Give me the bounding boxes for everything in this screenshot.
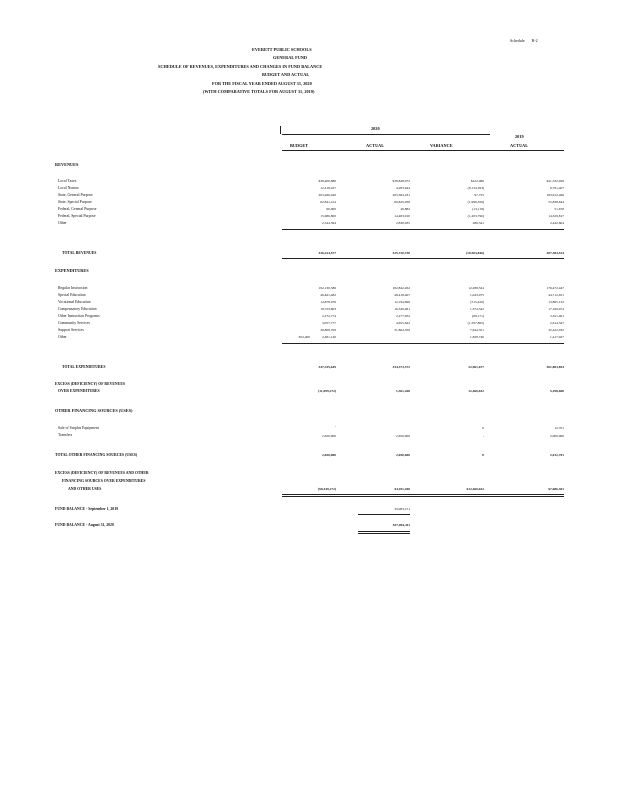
total-other-sources-actual: 2,650,000: [396, 453, 410, 457]
title-line-5: FOR THE FISCAL YEAR ENDED AUGUST 31, 2020: [212, 81, 312, 86]
schedule-label: [510, 38, 538, 43]
excess-actual: 1,361,268: [396, 389, 410, 393]
total-revenues-variance: (10,503,846): [465, 251, 484, 255]
col-budget: BUDGET: [290, 143, 309, 148]
row-budget: 18,723,603: [320, 307, 336, 311]
total-revenues-label: TOTAL REVENUES: [62, 251, 97, 255]
excess-variance: 12,460,632: [468, 389, 484, 393]
title-line-4: BUDGET AND ACTUAL: [262, 72, 310, 77]
row-variance: (13,118): [472, 207, 484, 211]
text-cursor: [280, 126, 281, 134]
row-prior: 2,000,000: [550, 434, 564, 438]
row-variance: 286,341: [472, 221, 484, 225]
row-prior: 17,169,974: [548, 307, 564, 311]
excess-label-1: EXCESS (DEFICIENCY) OF REVENUES: [55, 382, 126, 386]
row-actual: 182,842,262: [392, 286, 410, 290]
row-actual: 60,845,058: [394, 200, 410, 204]
schedule-code: B-2: [531, 38, 538, 43]
total-other-sources-variance: 0: [482, 453, 484, 457]
row-variance: -: [482, 434, 484, 438]
total-expenditures-variance: 22,961,677: [468, 365, 484, 369]
total-revenues-prior: 307,384,524: [546, 251, 564, 255]
row-label: Support Services: [58, 328, 84, 332]
excess-total-actual: $4,011,260: [394, 487, 410, 491]
total-expenditures-prior: 301,003,854: [546, 365, 564, 369]
fund-balance-aug-actual: $37,094,411: [392, 523, 410, 527]
row-actual: 48,418,407: [394, 293, 410, 297]
title-line-6: (WITH COMPARATIVE TOTALS FOR AUGUST 31, 2019): [203, 89, 315, 94]
col-variance: VARIANCE: [430, 143, 453, 148]
year-rule: [282, 134, 490, 135]
total-revenues-actual: 325,720,730: [392, 251, 410, 255]
col-actual: ACTUAL: [366, 143, 385, 148]
row-prior: $41,332,928: [546, 179, 564, 183]
row-prior: 2,811,461: [550, 314, 564, 318]
row-label: Community Services: [58, 321, 90, 325]
row-label: Federal, Special Purpose: [58, 214, 96, 218]
title-line-1: EVERETT PUBLIC SCHOOLS: [252, 47, 312, 52]
total-other-sources-label: TOTAL OTHER FINANCING SOURCES (USES): [55, 453, 138, 457]
row-prior: 44,712,651: [548, 293, 564, 297]
excess-total-variance: $12,460,632: [466, 487, 484, 491]
row-prior: 13,865,132: [548, 300, 564, 304]
row-label: Local Taxes: [58, 179, 77, 183]
row-budget: 62,841,414: [320, 200, 336, 204]
expenditures-heading: EXPENDITURES: [55, 268, 89, 273]
total-expenditures-actual: 334,373,372: [392, 365, 410, 369]
row-actual: 14,483,010: [394, 214, 410, 218]
row-prior: 32,422,032: [548, 328, 564, 332]
fund-balance-sep-label: FUND BALANCE - September 1, 2019: [55, 507, 118, 511]
row-actual: 4,283,944: [396, 186, 410, 190]
row-prior: 2,442,604: [550, 221, 564, 225]
title-line-3: SCHEDULE OF REVENUES, EXPENDITURES AND CHANGES IN FUND BALANCE: [158, 64, 323, 69]
row-budget: -: [334, 424, 336, 428]
row-actual: 46,882: [400, 207, 410, 211]
row-variance: (515,420): [470, 300, 484, 304]
total-other-sources-prior: 2,012,701: [550, 453, 564, 457]
total-expenditures-budget: 347,335,649: [318, 365, 336, 369]
row-budget: 60,000: [326, 207, 336, 211]
row-budget: 192,130,586: [318, 286, 336, 290]
row-actual: 2,650,000: [396, 434, 410, 438]
total-expenditures-label: TOTAL EXPENDITURES: [62, 365, 106, 369]
excess-total-prior: $7,686,301: [548, 487, 564, 491]
row-variance: (1,996,356): [467, 200, 484, 204]
row-variance: (8,134,393): [467, 186, 484, 190]
total-other-sources-budget: 2,650,000: [322, 453, 336, 457]
row-budget: 12,418,457: [320, 186, 336, 190]
row-label: Other: [58, 221, 67, 225]
row-label: Other: [58, 335, 67, 339]
row-variance: 0: [482, 426, 484, 430]
row-budget: 2,544,594: [322, 221, 336, 225]
row-label: Special Education: [58, 293, 86, 297]
row-budget: 14,878,976: [320, 300, 336, 304]
row-budget: 2,650,000: [322, 434, 336, 438]
expenditure-subtotal-rule: [282, 343, 564, 344]
row-budget: 49,461,482: [320, 293, 336, 297]
total-revenues-rule: [282, 258, 564, 259]
row-budget: 203,266,426: [318, 193, 336, 197]
row-actual: $38,828,972: [392, 179, 410, 183]
revenue-subtotal-rule: [282, 229, 564, 230]
fund-balance-sep-rule: [358, 514, 410, 515]
row-prior: 14,329,817: [548, 214, 564, 218]
col-prior-actual: ACTUAL: [510, 143, 529, 148]
row-budget: 2,481,140: [322, 335, 336, 339]
row-variance: 1,043,075: [470, 293, 484, 297]
fund-balance-aug-double-rule: [358, 533, 410, 534]
schedule-word: Schedule: [510, 38, 525, 43]
row-actual: 31,864,359: [394, 328, 410, 332]
row-variance: 7,944,351: [470, 328, 484, 332]
header-rule: [282, 150, 564, 151]
other-sources-heading: OTHER FINANCING SOURCES (USES): [55, 408, 133, 413]
excess-total-budget: ($8,449,272): [317, 487, 336, 491]
row-prior: 6,791,407: [550, 186, 564, 190]
row-label: State, General Purpose: [58, 193, 93, 197]
title-line-2: GENERAL FUND: [273, 55, 308, 60]
fund-balance-sep-actual: 33,083,151: [394, 507, 410, 511]
total-revenues-budget: 336,224,577: [318, 251, 336, 255]
row-actual: 4,655,642: [396, 321, 410, 325]
row-label: Compensatory Education: [58, 307, 97, 311]
row-label: Sale of Surplus Equipment: [58, 426, 99, 430]
row-label: State, Special Purpose: [58, 200, 92, 204]
row-actual: 12,194,696: [394, 300, 410, 304]
row-prior: 55,838,644: [548, 200, 564, 204]
row-prior: 1,417,927: [550, 335, 564, 339]
row-prior: 2,614,347: [550, 321, 564, 325]
row-budget: 3,057,777: [322, 321, 336, 325]
row-variance: (68,171): [472, 314, 484, 318]
excess-total-rule: [282, 494, 564, 495]
excess-total-label-2: FINANCING SOURCES OVER EXPENDITURES: [62, 479, 146, 483]
fund-balance-aug-label: FUND BALANCE - August 31, 2020: [55, 523, 114, 527]
row-label: Regular Instruction: [58, 286, 88, 290]
row-variance: 1,828,740: [470, 335, 484, 339]
fund-balance-aug-rule: [358, 531, 410, 532]
row-budget: 2,272,774: [322, 314, 336, 318]
row-variance: $422,086: [470, 179, 484, 183]
row-actual: 2,830,935: [396, 221, 410, 225]
row-variance: (1,597,865): [467, 321, 484, 325]
excess-total-double-rule: [282, 496, 564, 497]
excess-total-label-3: AND OTHER USES: [68, 487, 102, 491]
row-actual: 2,277,052: [396, 314, 410, 318]
excess-total-label-1: EXCESS (DEFICIENCY) OF REVENUES AND OTHER: [55, 471, 149, 475]
row-variance: 97,755: [474, 193, 484, 197]
row-label: Local Nontax: [58, 186, 79, 190]
row-budget: 15,686,800: [320, 214, 336, 218]
year-current: 2020: [371, 126, 380, 131]
excess-budget: (11,099,272): [318, 389, 336, 393]
row-label: Transfers: [58, 433, 73, 437]
row-actual: 203,364,181: [392, 193, 410, 197]
year-prior: 2019: [515, 134, 524, 139]
row-prior: 51,676: [554, 207, 564, 211]
row-variance: 12,288,324: [468, 286, 484, 290]
row-prior: 176,472,447: [546, 286, 564, 290]
row-budget: $38,406,886: [318, 179, 336, 183]
row-variance: (1,203,790): [467, 214, 484, 218]
excess-prior: 5,298,600: [550, 389, 564, 393]
row-budget: 39,808,709: [320, 328, 336, 332]
excess-label-2: OVER EXPENDITURES: [58, 389, 100, 393]
row-budget-left: 652,400: [298, 335, 310, 339]
row-label: Federal, General Purpose: [58, 207, 97, 211]
revenues-heading: REVENUES: [55, 162, 79, 167]
row-actual: 16,349,061: [394, 307, 410, 311]
row-prior: 183,912,466: [546, 193, 564, 197]
row-variance: 1,374,542: [470, 307, 484, 311]
row-label: Vocational Education: [58, 300, 91, 304]
row-prior: 12,701: [554, 426, 564, 430]
row-label: Other Instruction Programs: [58, 314, 100, 318]
